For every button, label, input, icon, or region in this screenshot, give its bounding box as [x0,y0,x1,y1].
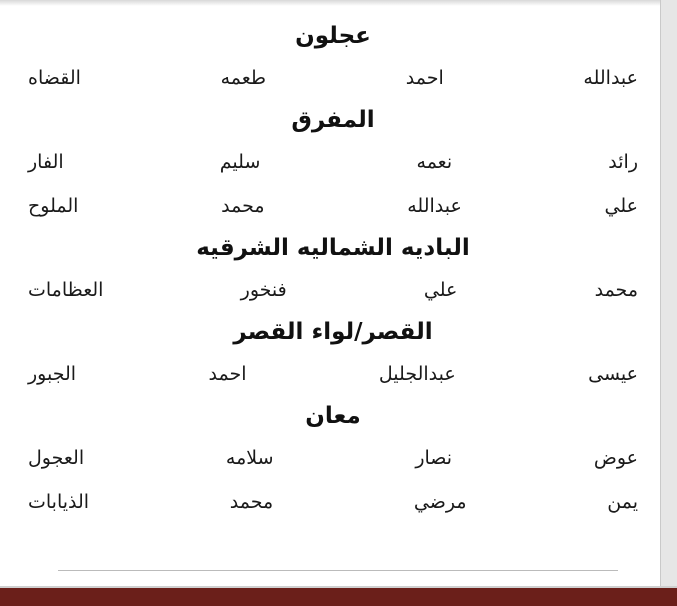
name-line: عيسى عبدالجليل احمد الجبور [28,363,638,385]
section-heading-northeast-badia: الباديه الشماليه الشرقيه [196,235,470,261]
section-heading-maan: معان [305,403,361,429]
name-line: علي عبدالله محمد الملوح [28,195,638,217]
section-heading-mafraq: المفرق [291,107,375,133]
name-line: رائد نعمه سليم الفار [28,151,638,173]
name-line: يمن مرضي محمد الذيابات [28,491,638,513]
section-heading-ajloun: عجلون [295,23,371,49]
page-edge-shadow [660,0,677,586]
name-line: محمد علي فنخور العظامات [28,279,638,301]
bottom-border-band [0,588,677,606]
scan-top-shadow [0,0,677,6]
name-line: عبدالله احمد طعمه القضاه [28,67,638,89]
divider-rule [58,570,618,571]
name-list [18,16,648,524]
section-heading-qasr: القصر/لواء القصر [233,319,433,345]
name-line: عوض نصار سلامه العجول [28,447,638,469]
